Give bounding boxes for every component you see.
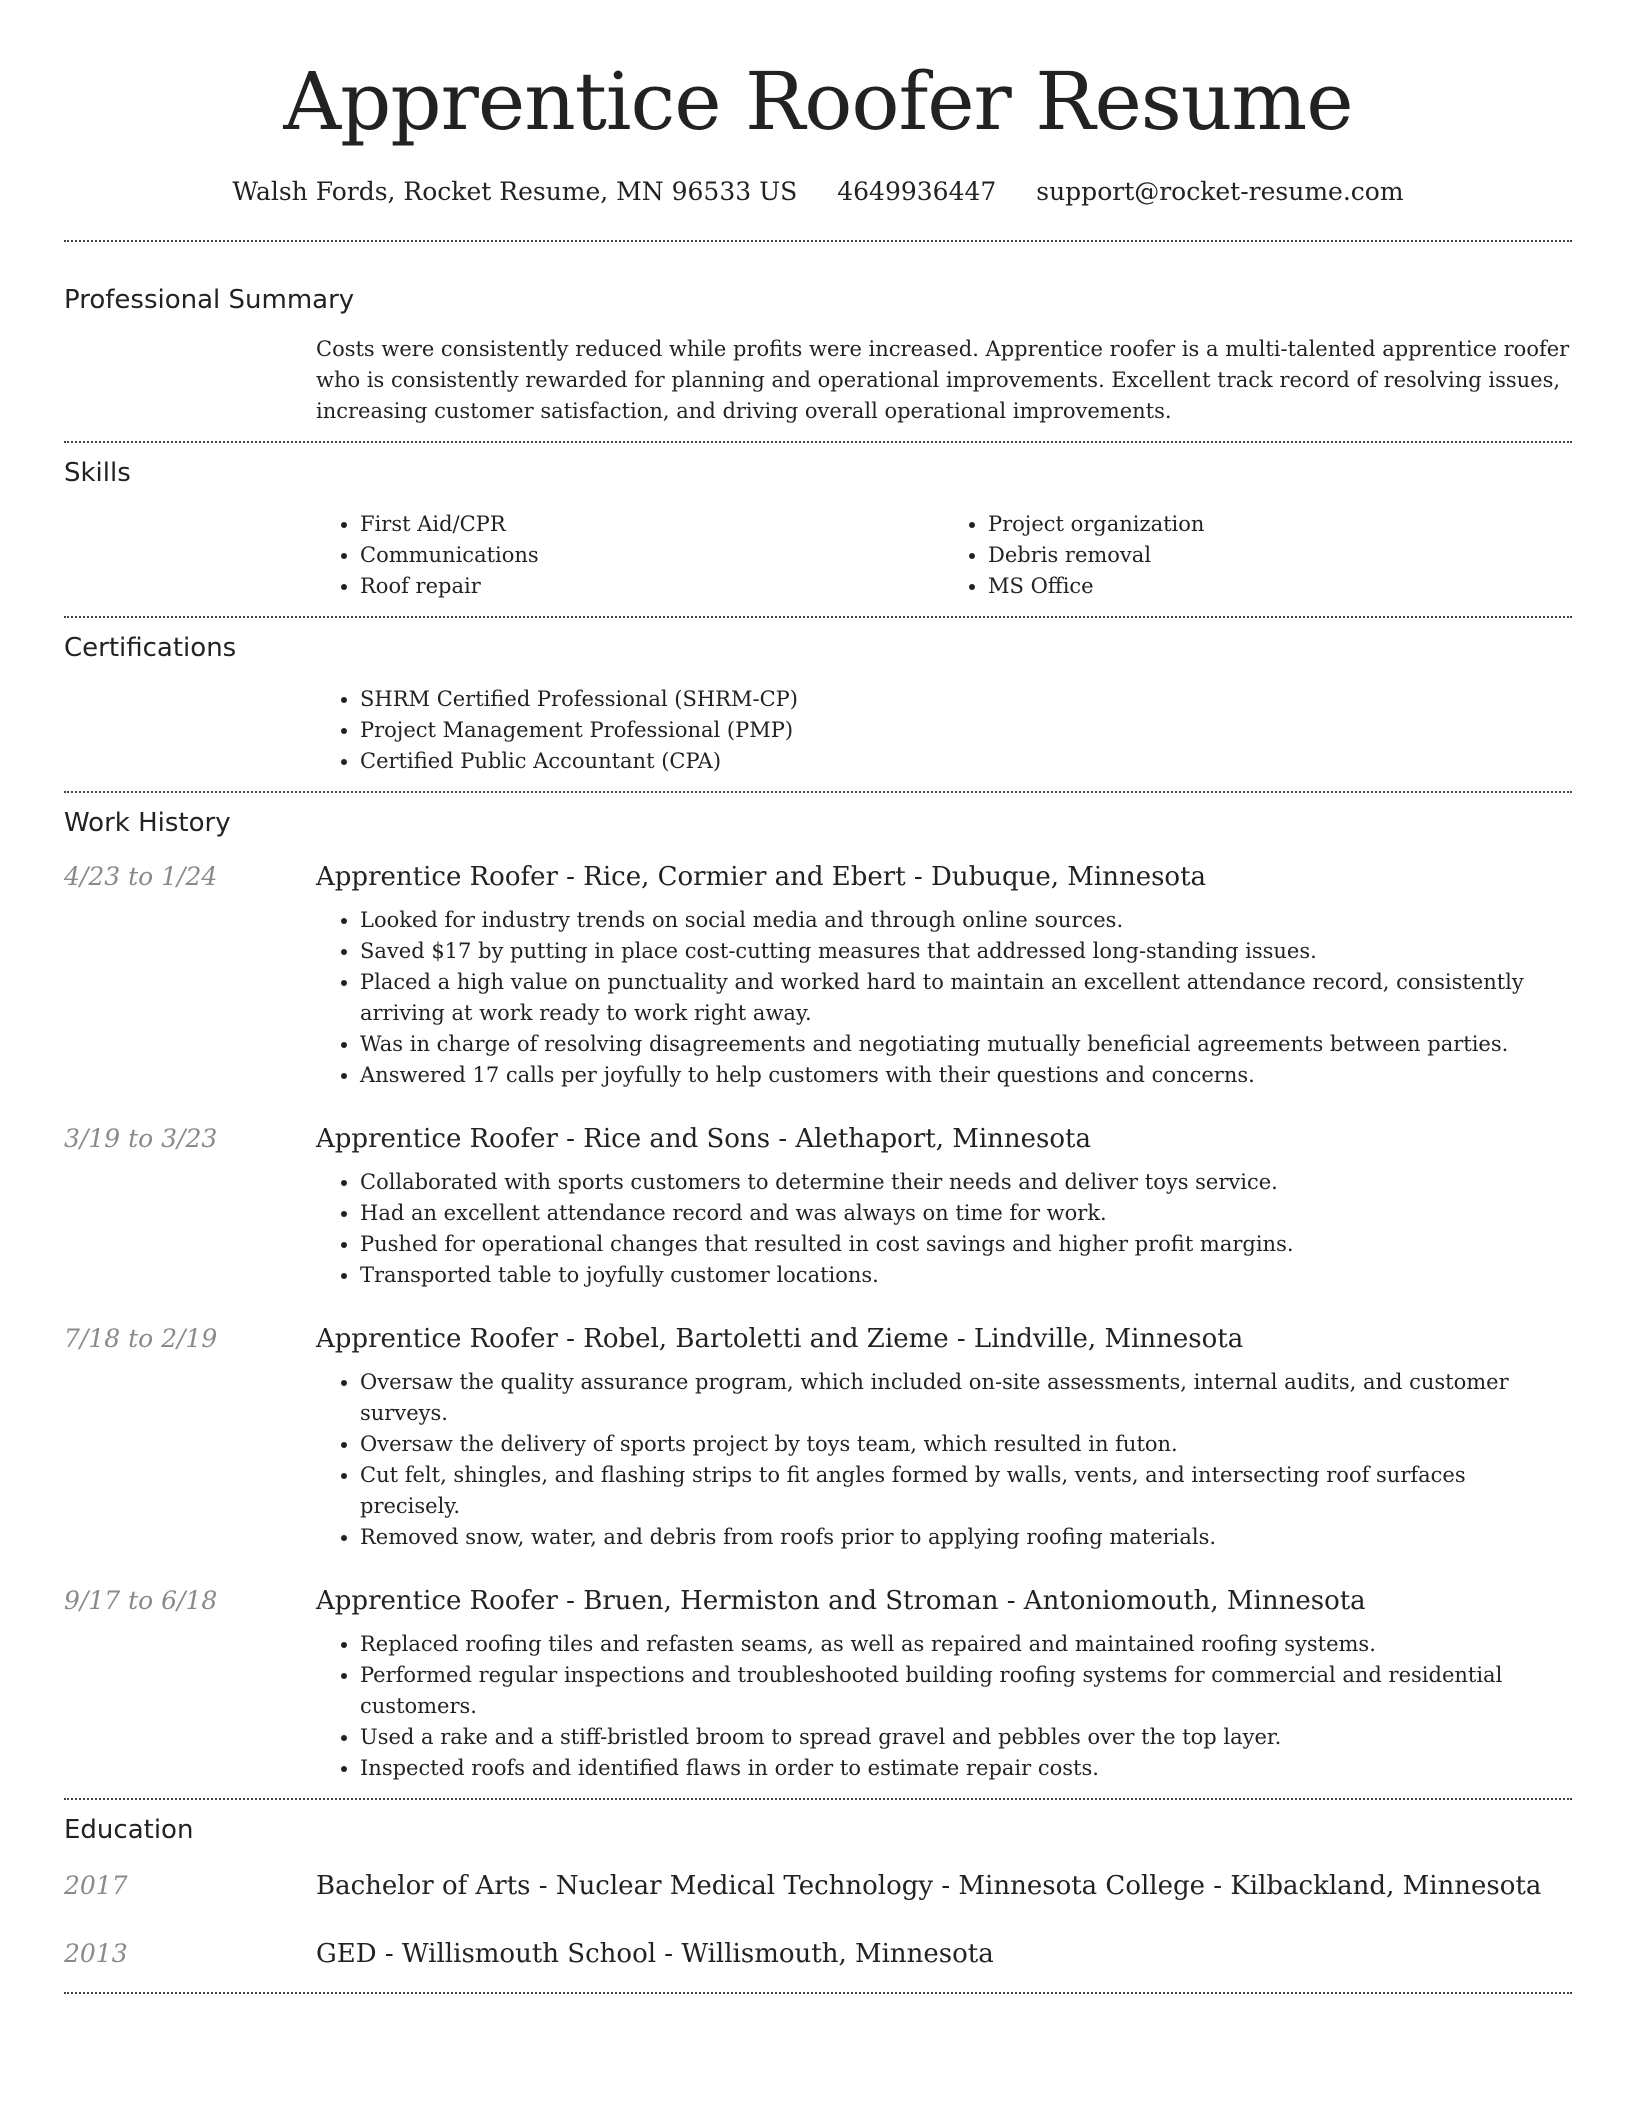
resume-page [64, 0, 1572, 1994]
summary-section [64, 282, 1572, 427]
education-title: GED - Willismouth School - Willismouth, Minnesota [316, 1939, 994, 1969]
job-title: Apprentice Roofer - Rice and Sons - Alethaport, Minnesota [316, 1124, 1091, 1154]
certification-item: • Project Management Professional (PMP) [360, 715, 1572, 746]
skills-list [316, 509, 1572, 602]
certifications-bullets [316, 684, 1572, 777]
job-bullets [316, 1629, 1572, 1784]
job-date: 3/19 to 3/23 [64, 1124, 218, 1153]
job-date: 9/17 to 6/18 [64, 1586, 218, 1615]
job-body [316, 1121, 1572, 1291]
skills-column-left [316, 509, 944, 602]
job-bullet: • Oversaw the delivery of sports project by toys team, which resulted in futon. [360, 1429, 1572, 1460]
divider [64, 616, 1572, 618]
job-entry [64, 1121, 1572, 1291]
job-date: 7/18 to 2/19 [64, 1324, 218, 1353]
job-title: Apprentice Roofer - Rice, Cormier and Ebert - Dubuque, Minnesota [316, 862, 1207, 892]
certifications-section [64, 630, 1572, 777]
education-section [64, 1812, 1572, 1972]
divider [64, 791, 1572, 793]
summary-heading: Professional Summary [64, 285, 355, 315]
divider [64, 1798, 1572, 1800]
job-bullet: • Was in charge of resolving disagreements and negotiating mutually beneficial agreements between parties. [360, 1029, 1572, 1060]
skills-section [64, 455, 1572, 602]
resume-title: Apprentice Roofer Resume [283, 55, 1353, 148]
skill-item: • Project organization [988, 509, 1572, 540]
job-bullet: • Pushed for operational changes that resulted in cost savings and higher profit margins. [360, 1229, 1572, 1260]
job-bullet: • Transported table to joyfully customer locations. [360, 1260, 1572, 1291]
job-body [316, 859, 1572, 1091]
education-title: Bachelor of Arts - Nuclear Medical Technology - Minnesota College - Kilbackland, Minnesota [316, 1871, 1542, 1901]
job-body [316, 1583, 1572, 1784]
education-heading: Education [64, 1815, 194, 1845]
certification-item: • SHRM Certified Professional (SHRM-CP) [360, 684, 1572, 715]
summary-text: Costs were consistently reduced while profits were increased. Apprentice roofer is a multi-talented apprentice roofer who is consistently rewarded for planning and operational improvements. Excellent track record of resolving issues, increasing customer satisfaction, and driving overall operational improvements. [316, 337, 1570, 423]
divider [64, 1992, 1572, 1994]
contact-address: Walsh Fords, Rocket Resume, MN 96533 US [232, 177, 798, 206]
job-bullet: • Collaborated with sports customers to determine their needs and deliver toys service. [360, 1167, 1572, 1198]
work-history-heading: Work History [64, 808, 231, 838]
job-bullet: • Performed regular inspections and troubleshooted building roofing systems for commercial and residential customers. [360, 1660, 1572, 1722]
job-entry [64, 1583, 1572, 1784]
skill-item: • Roof repair [360, 571, 944, 602]
job-bullet: • Replaced roofing tiles and refasten seams, as well as repaired and maintained roofing systems. [360, 1629, 1572, 1660]
work-history-section [64, 805, 1572, 1784]
skills-column-right [944, 509, 1572, 602]
job-bullets [316, 1367, 1572, 1553]
job-bullet: • Used a rake and a stiff-bristled broom to spread gravel and pebbles over the top layer. [360, 1722, 1572, 1753]
job-bullet: • Oversaw the quality assurance program, which included on-site assessments, internal audits, and customer surveys. [360, 1367, 1572, 1429]
divider [64, 240, 1572, 242]
skills-heading: Skills [64, 458, 131, 488]
certifications-list [316, 684, 1572, 777]
contact-line [64, 172, 1572, 212]
job-bullet: • Cut felt, shingles, and flashing strips to fit angles formed by walls, vents, and intersecting roof surfaces precisely. [360, 1460, 1572, 1522]
divider [64, 441, 1572, 443]
job-bullets [316, 905, 1572, 1091]
job-bullet: • Removed snow, water, and debris from roofs prior to applying roofing materials. [360, 1522, 1572, 1553]
certifications-heading: Certifications [64, 633, 237, 663]
job-bullet: • Saved $17 by putting in place cost-cutting measures that addressed long-standing issues. [360, 936, 1572, 967]
job-date: 4/23 to 1/24 [64, 862, 218, 891]
job-body [316, 1321, 1572, 1553]
job-bullet: • Placed a high value on punctuality and worked hard to maintain an excellent attendance record, consistently arriving at work ready to work right away. [360, 967, 1572, 1029]
job-title: Apprentice Roofer - Bruen, Hermiston and Stroman - Antoniomouth, Minnesota [316, 1586, 1366, 1616]
job-bullet: • Answered 17 calls per joyfully to help customers with their questions and concerns. [360, 1060, 1572, 1091]
education-date: 2013 [64, 1939, 128, 1968]
education-date: 2017 [64, 1871, 128, 1900]
education-entry [64, 1936, 1572, 1972]
skill-item: • First Aid/CPR [360, 509, 944, 540]
job-entry [64, 1321, 1572, 1553]
job-title: Apprentice Roofer - Robel, Bartoletti and Zieme - Lindville, Minnesota [316, 1324, 1244, 1354]
education-entry [64, 1868, 1572, 1904]
skill-item: • MS Office [988, 571, 1572, 602]
contact-phone: 4649936447 [837, 177, 997, 206]
skill-item: • Debris removal [988, 540, 1572, 571]
job-bullet: • Inspected roofs and identified flaws in order to estimate repair costs. [360, 1753, 1572, 1784]
job-bullet: • Had an excellent attendance record and was always on time for work. [360, 1198, 1572, 1229]
certification-item: • Certified Public Accountant (CPA) [360, 746, 1572, 777]
job-entry [64, 859, 1572, 1091]
skill-item: • Communications [360, 540, 944, 571]
contact-email: support@rocket-resume.com [1036, 177, 1404, 206]
job-bullet: • Looked for industry trends on social media and through online sources. [360, 905, 1572, 936]
job-bullets [316, 1167, 1572, 1291]
